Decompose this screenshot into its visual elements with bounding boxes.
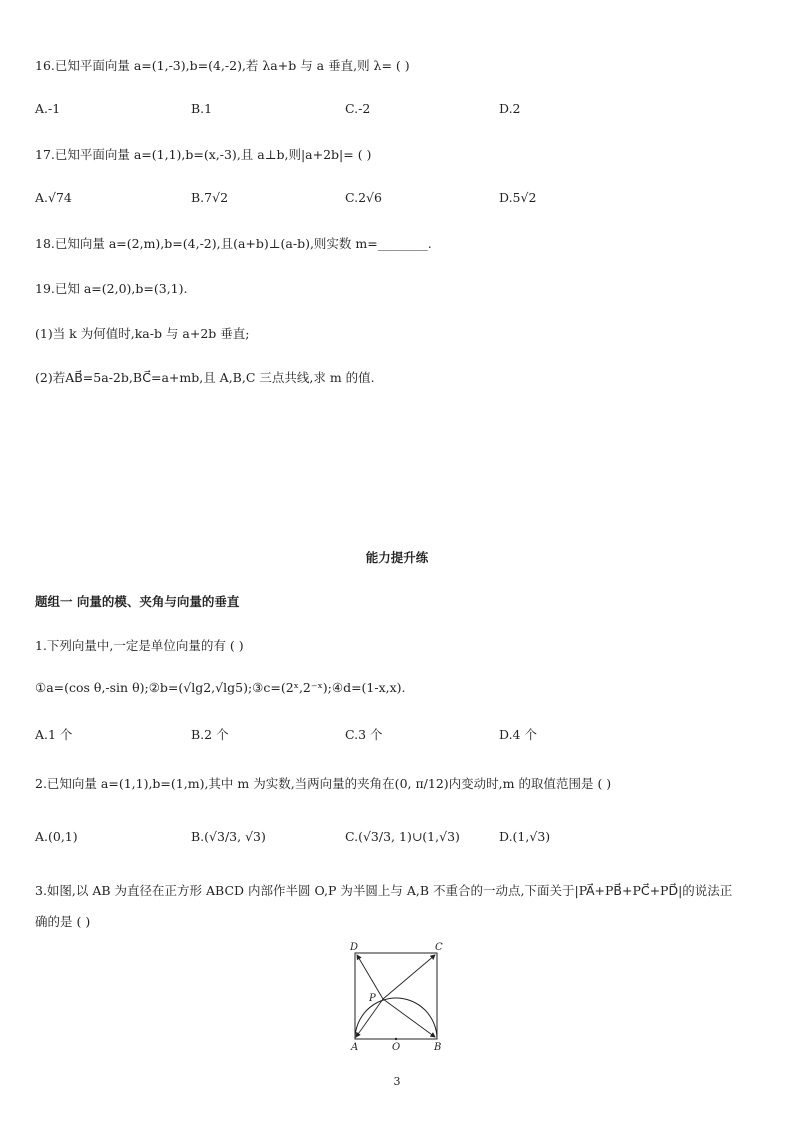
p2-option-c: C.(√3/3, 1)∪(1,√3)	[345, 829, 460, 844]
p1-option-a: A.1 个	[35, 727, 73, 742]
label-p: P	[369, 993, 376, 1004]
q16-option-c: C.-2	[345, 101, 371, 116]
p1-items: ①a=(cos θ,-sin θ);②b=(√lg2,√lg5);③c=(2ˣ,2⁻ˣ);④d=(1-x,x).	[35, 680, 406, 695]
p1-option-d: D.4 个	[499, 727, 537, 742]
q17-option-c: C.2√6	[345, 190, 382, 205]
p2-option-d: D.(1,√3)	[499, 829, 551, 844]
label-c: C	[435, 942, 443, 953]
label-b: B	[434, 1042, 442, 1053]
q16-option-a: A.-1	[35, 101, 61, 116]
p3-stem-line2: 确的是 ( )	[35, 914, 91, 929]
square-abcd	[355, 953, 437, 1039]
q19-part2: (2)若AB⃗=5a-2b,BC⃗=a+mb,且 A,B,C 三点共线,求 m 的值.	[35, 370, 375, 385]
p1-option-c: C.3 个	[345, 727, 383, 742]
q17-stem: 17.已知平面向量 a=(1,1),b=(x,-3),且 a⊥b,则|a+2b|= ( )	[35, 147, 372, 162]
point-o	[395, 1038, 397, 1040]
q17-option-a: A.√74	[35, 190, 72, 205]
q19-part1: (1)当 k 为何值时,ka-b 与 a+2b 垂直;	[35, 326, 250, 341]
p1-option-b: B.2 个	[191, 727, 229, 742]
q16-stem: 16.已知平面向量 a=(1,-3),b=(4,-2),若 λa+b 与 a 垂直,则 λ= ( )	[35, 58, 410, 73]
q17-option-d: D.5√2	[499, 190, 537, 205]
q19-stem: 19.已知 a=(2,0),b=(3,1).	[35, 281, 188, 296]
semicircle-o	[355, 998, 437, 1039]
group-title: 题组一 向量的模、夹角与向量的垂直	[35, 594, 240, 609]
q17-option-b: B.7√2	[191, 190, 229, 205]
vector-pb	[383, 999, 435, 1037]
p3-stem-line1: 3.如图,以 AB 为直径在正方形 ABCD 内部作半圆 O,P 为半圆上与 A,B 不重合的一动点,下面关于|PA⃗+PB⃗+PC⃗+PD⃗|的说法正	[35, 883, 733, 898]
q18-stem: 18.已知向量 a=(2,m),b=(4,-2),且(a+b)⊥(a-b),则实数 m=________.	[35, 236, 432, 251]
p2-option-b: B.(√3/3, √3)	[191, 829, 266, 844]
page-number: 3	[393, 1075, 401, 1088]
p2-stem: 2.已知向量 a=(1,1),b=(1,m),其中 m 为实数,当两向量的夹角在(0, π/12)内变动时,m 的取值范围是 ( )	[35, 776, 612, 791]
label-a: A	[351, 1042, 359, 1053]
q16-option-d: D.2	[499, 101, 521, 116]
q16-option-b: B.1	[191, 101, 213, 116]
square-semicircle-figure	[340, 940, 452, 1058]
label-o: O	[392, 1042, 401, 1053]
label-d: D	[350, 942, 359, 953]
p2-option-a: A.(0,1)	[35, 829, 78, 844]
section-title: 能力提升练	[365, 550, 429, 565]
vector-pa	[356, 999, 383, 1037]
vector-pc	[383, 955, 435, 999]
p1-stem: 1.下列向量中,一定是单位向量的有 ( )	[35, 638, 244, 653]
